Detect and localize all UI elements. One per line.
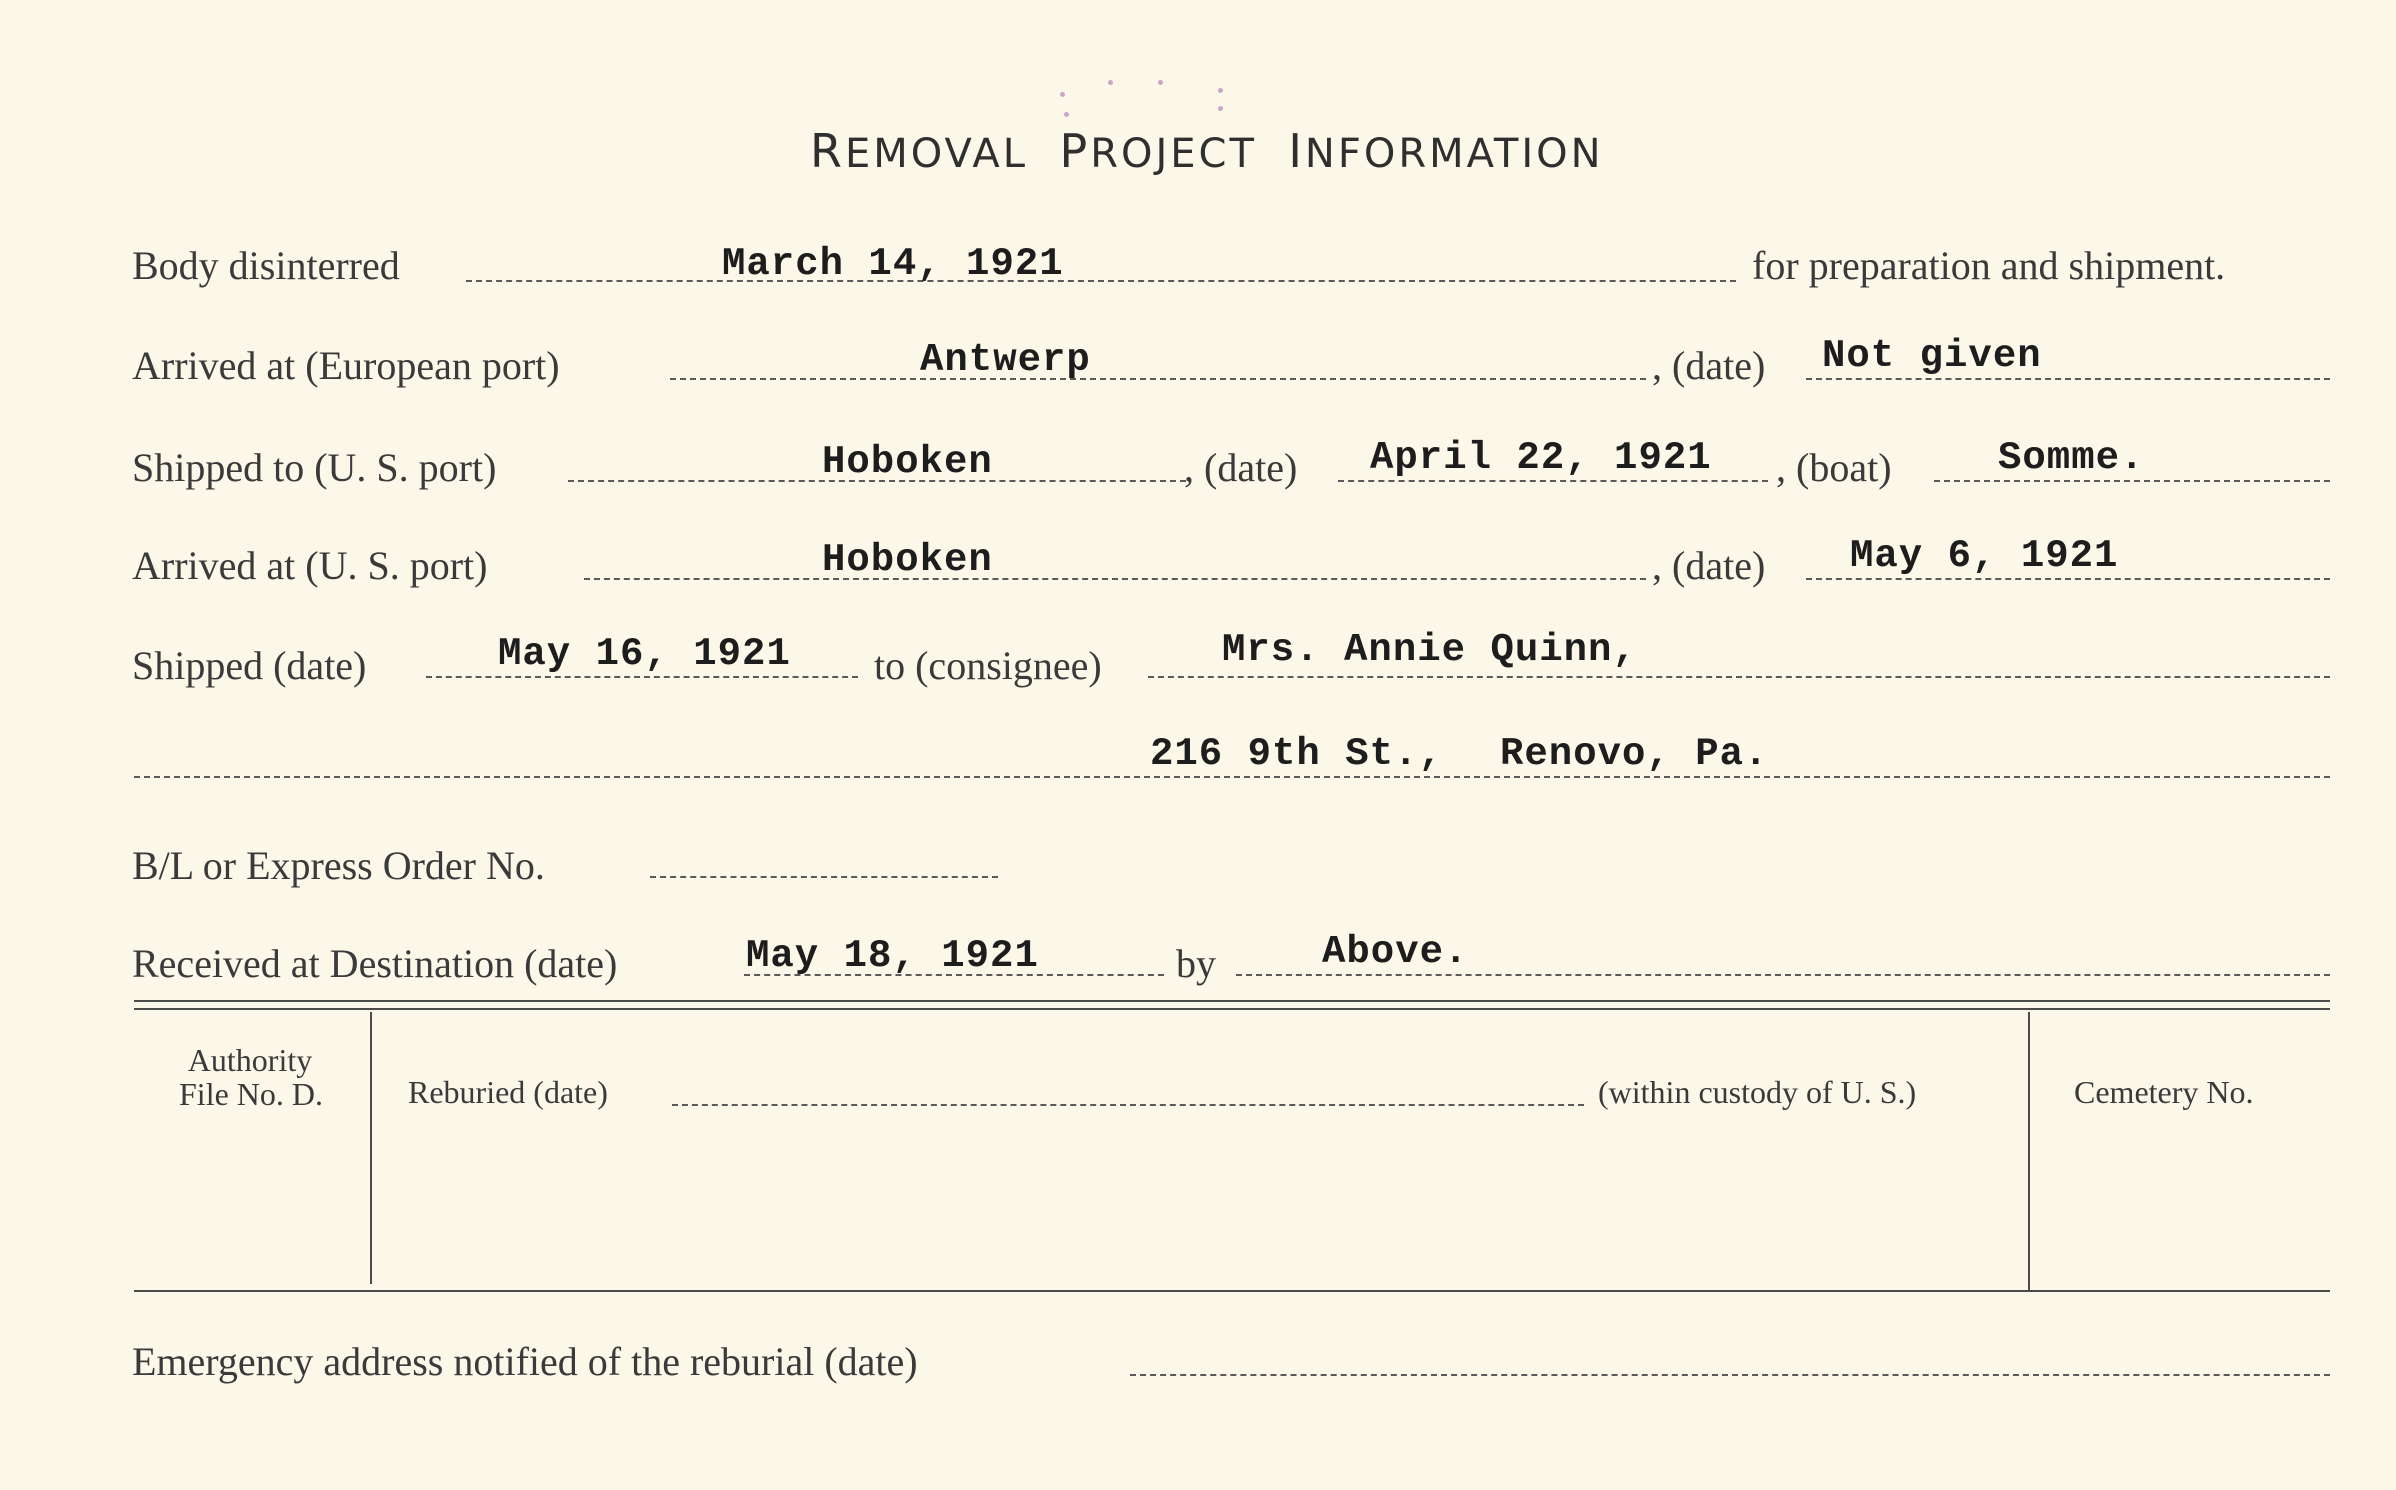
consignee-line <box>1148 676 2330 678</box>
arrived-us-label: Arrived at (U. S. port) <box>132 543 488 588</box>
arrived-us-value: Hoboken <box>822 538 993 582</box>
cemetery-label: Cemetery No. <box>2074 1074 2254 1110</box>
arrived-us-date-label: , (date) <box>1652 543 1766 588</box>
address-street: 216 9th St., <box>1150 732 1443 776</box>
table-bottom-rule <box>134 1290 2330 1292</box>
bl-order-label: B/L or Express Order No. <box>132 843 545 888</box>
shipped-us-boat-value: Somme. <box>1998 436 2145 480</box>
shipped-us-boat-label: , (boat) <box>1776 445 1892 490</box>
authority-label-2: File No. D. <box>179 1076 323 1112</box>
arrived-european-date-line <box>1806 378 2330 380</box>
body-disinterred-value: March 14, 1921 <box>722 242 1064 286</box>
address-city: Renovo, Pa. <box>1500 732 1769 776</box>
arrived-european-line <box>670 378 1646 380</box>
table-top-rule-2 <box>134 1008 2330 1010</box>
preparation-suffix: for preparation and shipment. <box>1752 243 2226 288</box>
body-disinterred-line <box>466 280 1736 282</box>
ink-speck <box>1108 80 1113 85</box>
consignee-label: to (consignee) <box>874 643 1102 688</box>
arrived-european-date-label: , (date) <box>1652 343 1766 388</box>
reburied-line <box>672 1104 1584 1106</box>
shipped-date-label: Shipped (date) <box>132 643 367 688</box>
received-by-value: Above. <box>1322 930 1469 974</box>
page-title: REMOVAL PROJECT INFORMATION <box>810 124 1604 178</box>
received-by-label: by <box>1176 941 1216 986</box>
body-disinterred-label: Body disinterred <box>132 243 400 288</box>
ink-speck <box>1218 106 1223 111</box>
ink-speck <box>1064 112 1069 117</box>
shipped-date-line <box>426 676 858 678</box>
arrived-european-value: Antwerp <box>920 338 1091 382</box>
shipped-us-value: Hoboken <box>822 440 993 484</box>
shipped-us-date-line <box>1338 480 1768 482</box>
table-top-rule <box>134 1000 2330 1002</box>
reburied-label: Reburied (date) <box>408 1074 608 1110</box>
emergency-label: Emergency address notified of the reburial (date) <box>132 1339 918 1384</box>
arrived-european-date-value: Not given <box>1822 334 2042 378</box>
shipped-us-date-value: April 22, 1921 <box>1370 436 1712 480</box>
shipped-date-value: May 16, 1921 <box>498 632 791 676</box>
shipped-us-date-label: , (date) <box>1184 445 1298 490</box>
ink-speck <box>1158 80 1163 85</box>
address-line <box>134 776 2330 778</box>
arrived-european-label: Arrived at (European port) <box>132 343 560 388</box>
ink-speck <box>1218 88 1223 93</box>
received-by-line <box>1236 974 2330 976</box>
arrived-us-line <box>584 578 1646 580</box>
consignee-value: Mrs. Annie Quinn, <box>1222 628 1637 672</box>
table-divider-right <box>2028 1012 2030 1290</box>
emergency-line <box>1130 1374 2330 1376</box>
shipped-us-boat-line <box>1934 480 2330 482</box>
arrived-us-date-line <box>1806 578 2330 580</box>
table-divider-left <box>370 1012 372 1284</box>
received-value: May 18, 1921 <box>746 934 1039 978</box>
bl-order-line <box>650 876 998 878</box>
arrived-us-date-value: May 6, 1921 <box>1850 534 2119 578</box>
received-label: Received at Destination (date) <box>132 941 618 986</box>
authority-label-1: Authority <box>187 1042 313 1078</box>
shipped-us-label: Shipped to (U. S. port) <box>132 445 497 490</box>
ink-speck <box>1060 92 1065 97</box>
custody-label: (within custody of U. S.) <box>1598 1074 1917 1110</box>
